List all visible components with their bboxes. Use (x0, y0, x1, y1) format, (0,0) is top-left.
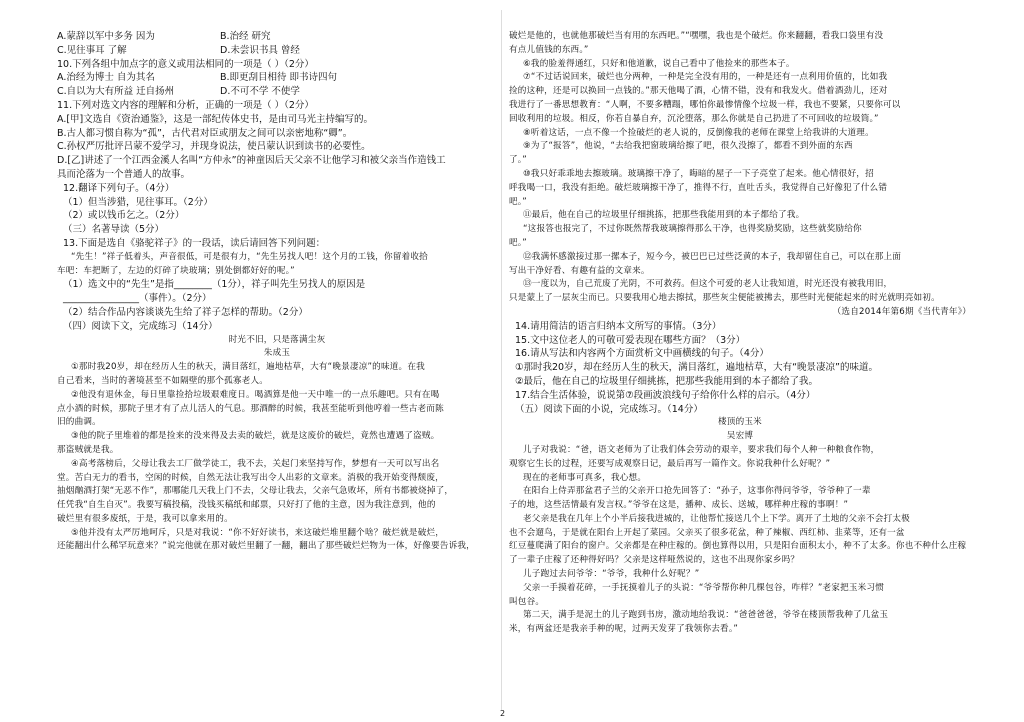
left-line (57, 168, 497, 182)
right-line (509, 182, 971, 196)
left-line (57, 154, 497, 168)
right-text: 只是蒙上了一层灰尘而已。只要我用心地去擦拭，那些灰尘便能被拂去，那些时光便能起来的时光就明亮如初。 (509, 293, 940, 304)
left-text: 还能翻出什么稀罕玩意来？”说完他就在那对破烂里翻了一翻，翻出了那些破烂烂物为一体，好像要告诉我， (57, 541, 475, 552)
right-line (509, 361, 971, 375)
left-line (57, 499, 497, 513)
right-line (509, 430, 971, 444)
left-text: 旧的曲调。 (57, 417, 101, 428)
left-line (57, 292, 497, 306)
right-text: ⑫我满怀感激接过那一摞本子，短今今，被巴巴已过些泛黄的本子，我却留住自己，可以在那上面 (523, 251, 902, 262)
right-text: 吧。” (509, 237, 527, 248)
left-line (57, 334, 497, 348)
left-text: 13.下面是选自《骆驼祥子》的一段话，读后请回答下列问题： (63, 237, 326, 249)
left-line (57, 444, 497, 458)
left-option-b: B.治经 研究 (220, 31, 271, 42)
left-text: （1）选文中的“先生”是指________（1分），祥子叫先生另找人的原因是 (63, 279, 366, 291)
left-line (57, 44, 497, 58)
right-text: 儿子对我说：“爸，语文老师为了让我们体会劳动的艰辛，要求我们每个人种一种粮食作物， (523, 444, 880, 455)
right-text: 父亲一手摸着花碎，一手抚摸着儿子的头说：“爷爷帮你种几棵包谷，咋样？”老家把玉米习惯 (523, 582, 885, 593)
left-line (57, 99, 497, 113)
left-text: 点小酒的时候，那院子里才有了点儿活人的气息。那酒醉的时候，我甚至能听到他哼着一些古老而陈 (57, 403, 444, 414)
left-line (57, 403, 497, 417)
left-text: （四）阅读下文，完成练习（14分） (63, 320, 218, 332)
left-line (57, 430, 497, 444)
left-line (57, 361, 497, 375)
right-text: （选自2014年第6期《当代青年》） (832, 306, 971, 317)
right-line (509, 265, 971, 279)
left-line (57, 458, 497, 472)
right-line (509, 582, 971, 596)
right-text: 14.请用简洁的语言归纳本文所写的事情。（3分） (515, 320, 722, 332)
left-line (57, 306, 497, 320)
right-text: （五）阅读下面的小说，完成练习。（14分） (515, 403, 703, 415)
left-line (57, 389, 497, 403)
right-text: 在阳台上侍弄那盆君子兰的父亲开口抢先回答了：“孙子，这事你得问爷爷，爷爷种了一辈 (523, 486, 871, 497)
left-line (57, 485, 497, 499)
right-text: 楼顶的玉米 (718, 417, 762, 428)
left-text: ④高考落榜后，父母让我去工厂做学徒工，我不去，关起门来坚持写作，梦想有一天可以写出名 (71, 458, 440, 469)
right-line (509, 527, 971, 541)
right-line (509, 99, 971, 113)
right-line (509, 540, 971, 554)
left-text: 朱成玉 (263, 348, 291, 359)
right-line (509, 444, 971, 458)
left-text: 破烂里有很多废纸，于是，我可以拿来用的。 (57, 513, 233, 524)
left-line (57, 209, 497, 223)
right-line (509, 347, 971, 361)
left-text: A.[甲]文选自《资治通鉴》，这是一部纪传体史书，是由司马光主持编写的。 (57, 113, 374, 125)
right-line (509, 306, 971, 320)
left-line (57, 320, 497, 334)
right-line (509, 237, 971, 251)
right-text: ⑬一度以为，自己荒废了光阴，不可救药。但这个可爱的老人让我知道，时光还没有被我用旧， (523, 279, 893, 290)
right-line (509, 209, 971, 223)
right-line (509, 458, 971, 472)
right-text: 捡的这种，还是可以换回一点钱的。”那天他喝了酒，心情不错，没有和我发火。借着酒劲儿，还对 (509, 86, 888, 97)
right-text: 破烂是他的，也就他那破烂当有用的东西吧。”“嘿嘿，我也是个破烂。你来翻翻，看我口袋里有没 (509, 31, 884, 41)
right-text: 17.结合生活体验，说说第⑦段画波浪线句子给你什么样的启示。（4分） (515, 389, 816, 401)
right-text: 有点儿值钱的东西。” (509, 44, 589, 55)
right-line (509, 554, 971, 568)
right-line (509, 596, 971, 610)
left-text: C.见往事耳 了解 (57, 44, 127, 56)
right-text: 叫包谷。 (509, 596, 545, 607)
left-text: 10.下列各组中加点字的意义或用法相同的一项是（ ）（2分） (57, 58, 314, 70)
right-text: 米，有两盆还是我亲手种的呢，过两天发芽了我领你去看。” (509, 624, 738, 635)
right-line (509, 499, 971, 513)
left-line (57, 472, 497, 486)
right-text: 15.文中这位老人的可敬可爱表现在哪些方面？（3分） (515, 334, 746, 346)
right-line (509, 292, 971, 306)
right-text: ⑪最后，他在自己的垃圾里仔细挑拣，把那些我能用到的本子都给了我。 (523, 210, 805, 221)
right-text: 16.请从写法和内容两个方面赏析文中画横线的句子。（4分） (515, 348, 769, 360)
right-line (509, 168, 971, 182)
left-line (57, 251, 497, 265)
left-line (57, 196, 497, 210)
left-text: （1）但当涉猎，见往事耳。（2分） (63, 196, 213, 208)
left-text: ________________（事件）。（2分） (63, 293, 212, 305)
right-line (509, 389, 971, 403)
left-text: 那盗贼就是我。 (57, 444, 119, 455)
right-text: 了一辈子庄稼了还种得好吗？父亲是这样哑然说的，这也不出现你家乡吗？ (509, 555, 800, 566)
right-line (509, 113, 971, 127)
left-option-b: B.即更刮目相待 即书诗四句 (220, 72, 338, 84)
left-line (57, 540, 497, 554)
right-text: 了。” (509, 155, 527, 166)
left-text: 11.下列对选文内容的理解和分析，正确的一项是（ ）（2分） (57, 99, 314, 111)
left-text: “先生！”祥子低着头，声音很低，可是很有力，“先生另找人吧！这个月的工钱，你留着收拾 (71, 251, 428, 262)
left-text: （三）名著导读（5分） (63, 224, 165, 236)
left-text: 堂。苦白无力的看书，空闲的时候，自然无法让我写出令人出彩的文章来。消极的我开始变得颓废， (57, 472, 444, 483)
left-text: 任凭我“自生自灭”。我要写稿投稿，没钱买稿纸和邮票，只好打了他的主意，因为我注意到，他的 (57, 500, 436, 511)
left-line (57, 85, 497, 99)
right-line (509, 320, 971, 334)
right-text: 写出干净好看、有趣有益的文章来。 (509, 265, 650, 276)
right-line (509, 416, 971, 430)
right-text: 呼我喝一口，我没有拒绝。破烂玻璃擦干净了，推得不行，直吐舌头，我觉得自己好像犯了什么错 (509, 182, 888, 193)
left-line (57, 527, 497, 541)
right-text: 回收利用的垃圾。相反，你若自暴自弃，沉沦堕落，那么你就是自己扔进了不可回收的垃圾筒。” (509, 113, 879, 124)
left-line (57, 513, 497, 527)
right-text: ⑦“不过话说回来，破烂也分两种，一种是完全没有用的，一种是还有一点利用价值的，比如我 (523, 72, 888, 83)
left-text: 抽烟酗酒打架“无恶不作”，那哪能几天我上门不去，父母让我去，父亲气急败坏，所有书都被烧掉了， (57, 486, 454, 497)
right-text: “这报答也报完了，不过你既然帮我玻璃擦得那么干净，也得奖励奖励，这些就奖励给你 (523, 224, 862, 235)
right-text: 第二天，满手是泥土的儿子跑到书房，激动地给我说：“爸爸爸爸，爷爷在楼顶帮我种了几盆玉 (523, 610, 889, 621)
right-line (509, 196, 971, 210)
left-line (57, 182, 497, 196)
right-text: ⑩我只好乖乖地去擦玻璃。玻璃擦干净了，晦暗的屋子一下子亮堂了起来。他心情很好，招 (523, 168, 874, 179)
right-text: 吧。” (509, 196, 527, 207)
left-text: A.治经为博士 自为其名 (57, 72, 155, 84)
left-line (57, 265, 497, 279)
right-text: 老父亲是我在几年上个小半后接我进城的，让他帮忙接送几个上下学。离开了土地的父亲不会打太极 (523, 513, 910, 524)
page-number: 2 (500, 709, 506, 718)
right-text: 现在的老师事可真多，我心想。 (523, 472, 647, 483)
right-line (509, 609, 971, 623)
right-text: 红豆蔓爬满了阳台的窗户。父亲都是在种庄稼的。倒也算得以用，只是阳台面积太小，种不了太多。你也不种什么庄稼 (509, 541, 967, 552)
left-option-b: D.不可不学 不使学 (220, 86, 300, 98)
left-text: ③他的院子里堆着的都是捡来的没来得及去卖的破烂，就是这废价的破烂，竟然也遭遇了盗贼。 (71, 431, 440, 442)
left-text: （2）结合作品内容谈谈先生给了祥子怎样的帮助。（2分） (63, 306, 308, 318)
left-line (57, 140, 497, 154)
right-line (509, 223, 971, 237)
right-line (509, 403, 971, 417)
column-divider (501, 10, 502, 710)
right-text: ②最后，他在自己的垃圾里仔细挑拣，把那些我能用到的本子都给了我。 (515, 375, 819, 387)
left-text: 车吧：车把断了，左边的灯碎了块玻璃；别处倒都好好的呢。” (57, 265, 295, 276)
right-line (509, 58, 971, 72)
left-line (57, 223, 497, 237)
right-line (509, 568, 971, 582)
left-text: 12.翻译下列句子。（4分） (63, 182, 175, 194)
right-text: 子的地，这些活情最有发言权。”爷爷在这是，播种、成长、送城，哪样种庄稼的事啊！” (509, 500, 849, 511)
left-line (57, 113, 497, 127)
right-line (509, 30, 971, 44)
right-line (509, 513, 971, 527)
right-text: 我进行了一番思想教育：“人啊，不要多糟蹋，哪怕你最惨情像个垃圾一样，我也不要紧，只要你可以 (509, 99, 901, 110)
right-line (509, 623, 971, 637)
right-text: 儿子跑过去问爷爷：“爷爷，我种什么好呢？” (523, 569, 700, 580)
right-line (509, 140, 971, 154)
right-text: 观察它生长的过程，还要写成观察日记，最后再写一篇作文。你说我种什么好呢？” (509, 458, 831, 469)
left-option-b: D.未尝识书具 曾经 (220, 44, 300, 56)
right-line (509, 375, 971, 389)
left-line (57, 237, 497, 251)
left-line (57, 416, 497, 430)
right-column (509, 30, 971, 637)
left-line (57, 127, 497, 141)
left-line (57, 58, 497, 72)
right-line (509, 278, 971, 292)
left-column (57, 30, 497, 554)
right-text: 也不会遛鸟，于是就在阳台上开起了菜园。父亲买了很多花盆，种了辣椒、西红柿、韭菜等，还有一盆 (509, 527, 905, 538)
right-line (509, 44, 971, 58)
right-text: ⑥我的脸羞得通红，只好和他道歉，说自己看中了他捡来的那些本子。 (523, 58, 795, 69)
left-text: 时光不旧，只是落满尘灰 (228, 334, 326, 345)
right-line (509, 85, 971, 99)
right-line (509, 485, 971, 499)
left-text: A.蒙辞以军中多务 因为 (57, 31, 155, 42)
left-text: D.[乙]讲述了一个江西金溪人名叫“方仲永”的神童因后天父亲不让他学习和被父亲当作造钱工 (57, 155, 446, 167)
left-line (57, 71, 497, 85)
left-text: ②他没有退休金，每日里靠捡拾垃圾艰难度日。喝酒算是他一天中唯一的一点乐趣吧。只有在喝 (71, 389, 440, 400)
left-text: B.古人都习惯自称为“孤”，古代君对臣或朋友之间可以亲密地称“卿”。 (57, 127, 353, 139)
left-line (57, 375, 497, 389)
right-line (509, 472, 971, 486)
right-line (509, 127, 971, 141)
right-line (509, 154, 971, 168)
left-text: 自己看来，当时的著境甚至不如隔壁的那个孤寡老人。 (57, 375, 269, 386)
left-text: ⑤他并没有太严厉地呵斥，只是对我说：“你不好好读书，来这破烂堆里翻个啥？破烂就是破烂， (71, 527, 445, 538)
right-line (509, 251, 971, 265)
left-line (57, 347, 497, 361)
right-line (509, 71, 971, 85)
right-text: ①那时我20岁，却在经历人生的秋天，满目落红，遍地枯草，大有“晚景凄凉”的味道。 (515, 362, 878, 374)
right-line (509, 334, 971, 348)
right-text: ⑧听着这话，一点不像一个捡破烂的老人说的，反倒像我的老师在课堂上给我讲的大道理。 (523, 127, 874, 138)
left-text: C.自以为大有所益 迁自扬州 (57, 86, 175, 98)
left-text: ①那时我20岁，却在经历人生的秋天，满目落红，遍地枯草，大有“晚景凄凉”的味道。在我 (71, 362, 425, 373)
left-line (57, 278, 497, 292)
left-text: （2）或以钱币乞之。（2分） (63, 210, 185, 222)
left-text: 具而沦落为一个普通人的故事。 (57, 168, 191, 180)
right-text: ⑨为了“报答”，他说，“去给我把窗玻璃给擦了吧，很久没擦了，都看不到外面的东西 (523, 141, 853, 152)
right-text: 吴宏博 (726, 431, 754, 442)
left-text: C.孙权严厉批评吕蒙不爱学习，并现身说法，使吕蒙认识到读书的必要性。 (57, 141, 371, 153)
left-line (57, 30, 497, 44)
